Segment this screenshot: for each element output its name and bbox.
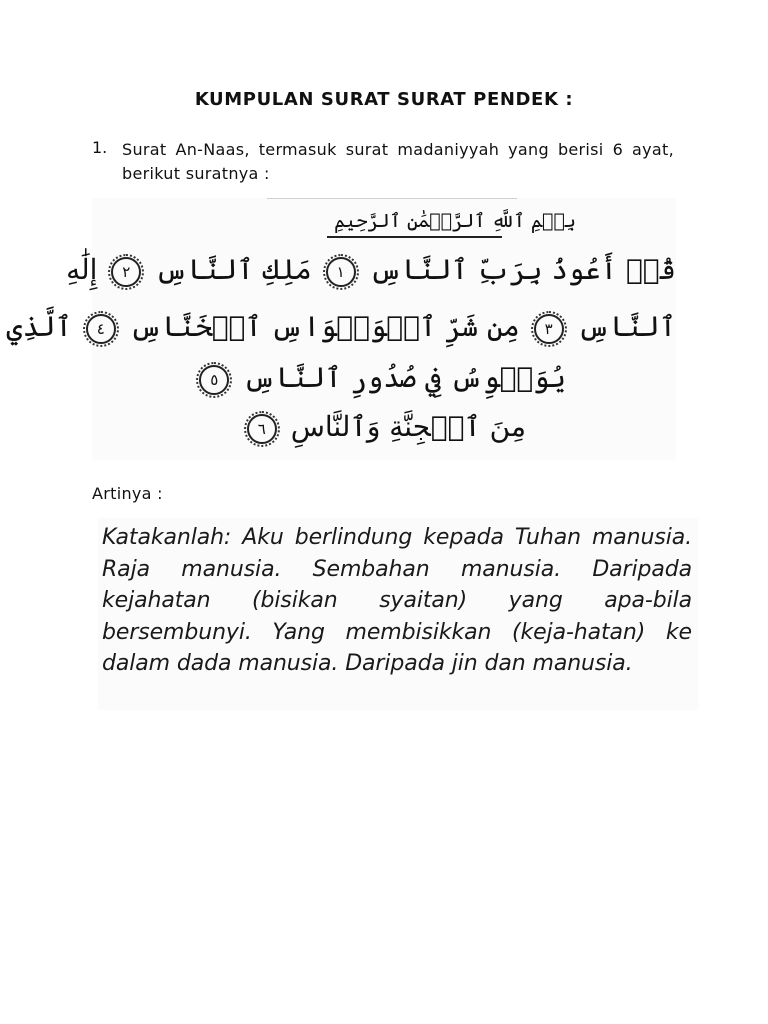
basmalah-text: بِسۡمِ ٱللَّهِ ٱلرَّحۡمَٰنِ ٱلرَّحِيمِ — [334, 210, 576, 232]
ayah-number-marker: ٥ — [199, 365, 229, 395]
list-item-text: Surat An-Naas, termasuk surat madaniyyah yang berisi 6 ayat, berikut suratnya : — [122, 140, 674, 183]
ayah-text: إِلَٰهِ — [66, 253, 98, 286]
ayah-line-2 — [6, 310, 676, 344]
basmalah-rule — [327, 236, 502, 238]
ayah-number-marker: ٣ — [534, 314, 564, 344]
ayah-text: ٱلنَّاسِ — [577, 310, 676, 343]
list-item-number: 1. — [92, 138, 108, 157]
ayah-line-4 — [242, 410, 526, 444]
ayah-number-marker: ٢ — [111, 257, 141, 287]
ayah-number-marker: ١ — [326, 257, 356, 287]
ayah-line-3 — [194, 361, 566, 395]
ayah-text: يُوَسۡوِسُ فِي صُدُورِ ٱلنَّاسِ — [243, 361, 566, 394]
ayah-text: ٱلَّذِي — [6, 310, 72, 343]
ayah-line-1 — [66, 253, 676, 287]
page-title: KUMPULAN SURAT SURAT PENDEK : — [194, 89, 574, 110]
ayah-text: مَلِكِ ٱلنَّاسِ — [155, 253, 312, 286]
artinya-label: Artinya : — [92, 484, 163, 503]
translation-text: Katakanlah: Aku berlindung kepada Tuhan manusia. Raja manusia. Sembahan manusia. Daripada kejahatan (bisikan syaitan) yang apa-bila bersembunyi. Yang membisikkan (keja-hatan) ke dalam dada manusia. Daripada jin dan manusia. — [102, 525, 692, 676]
ayah-number-marker: ٤ — [86, 314, 116, 344]
ayah-text: مِن شَرِّ ٱلۡوَسۡوَاسِ ٱلۡخَنَّاسِ — [129, 310, 520, 343]
ayah-text: مِنَ ٱلۡجِنَّةِ وَٱلنَّاسِ — [290, 410, 526, 443]
top-faint-rule — [267, 198, 517, 199]
translation-image — [98, 518, 698, 710]
arabic-surah-image — [6, 198, 676, 460]
ayah-text: قُلۡ أَعُوذُ بِرَبِّ ٱلنَّاسِ — [369, 253, 676, 286]
ayah-number-marker: ٦ — [247, 414, 277, 444]
